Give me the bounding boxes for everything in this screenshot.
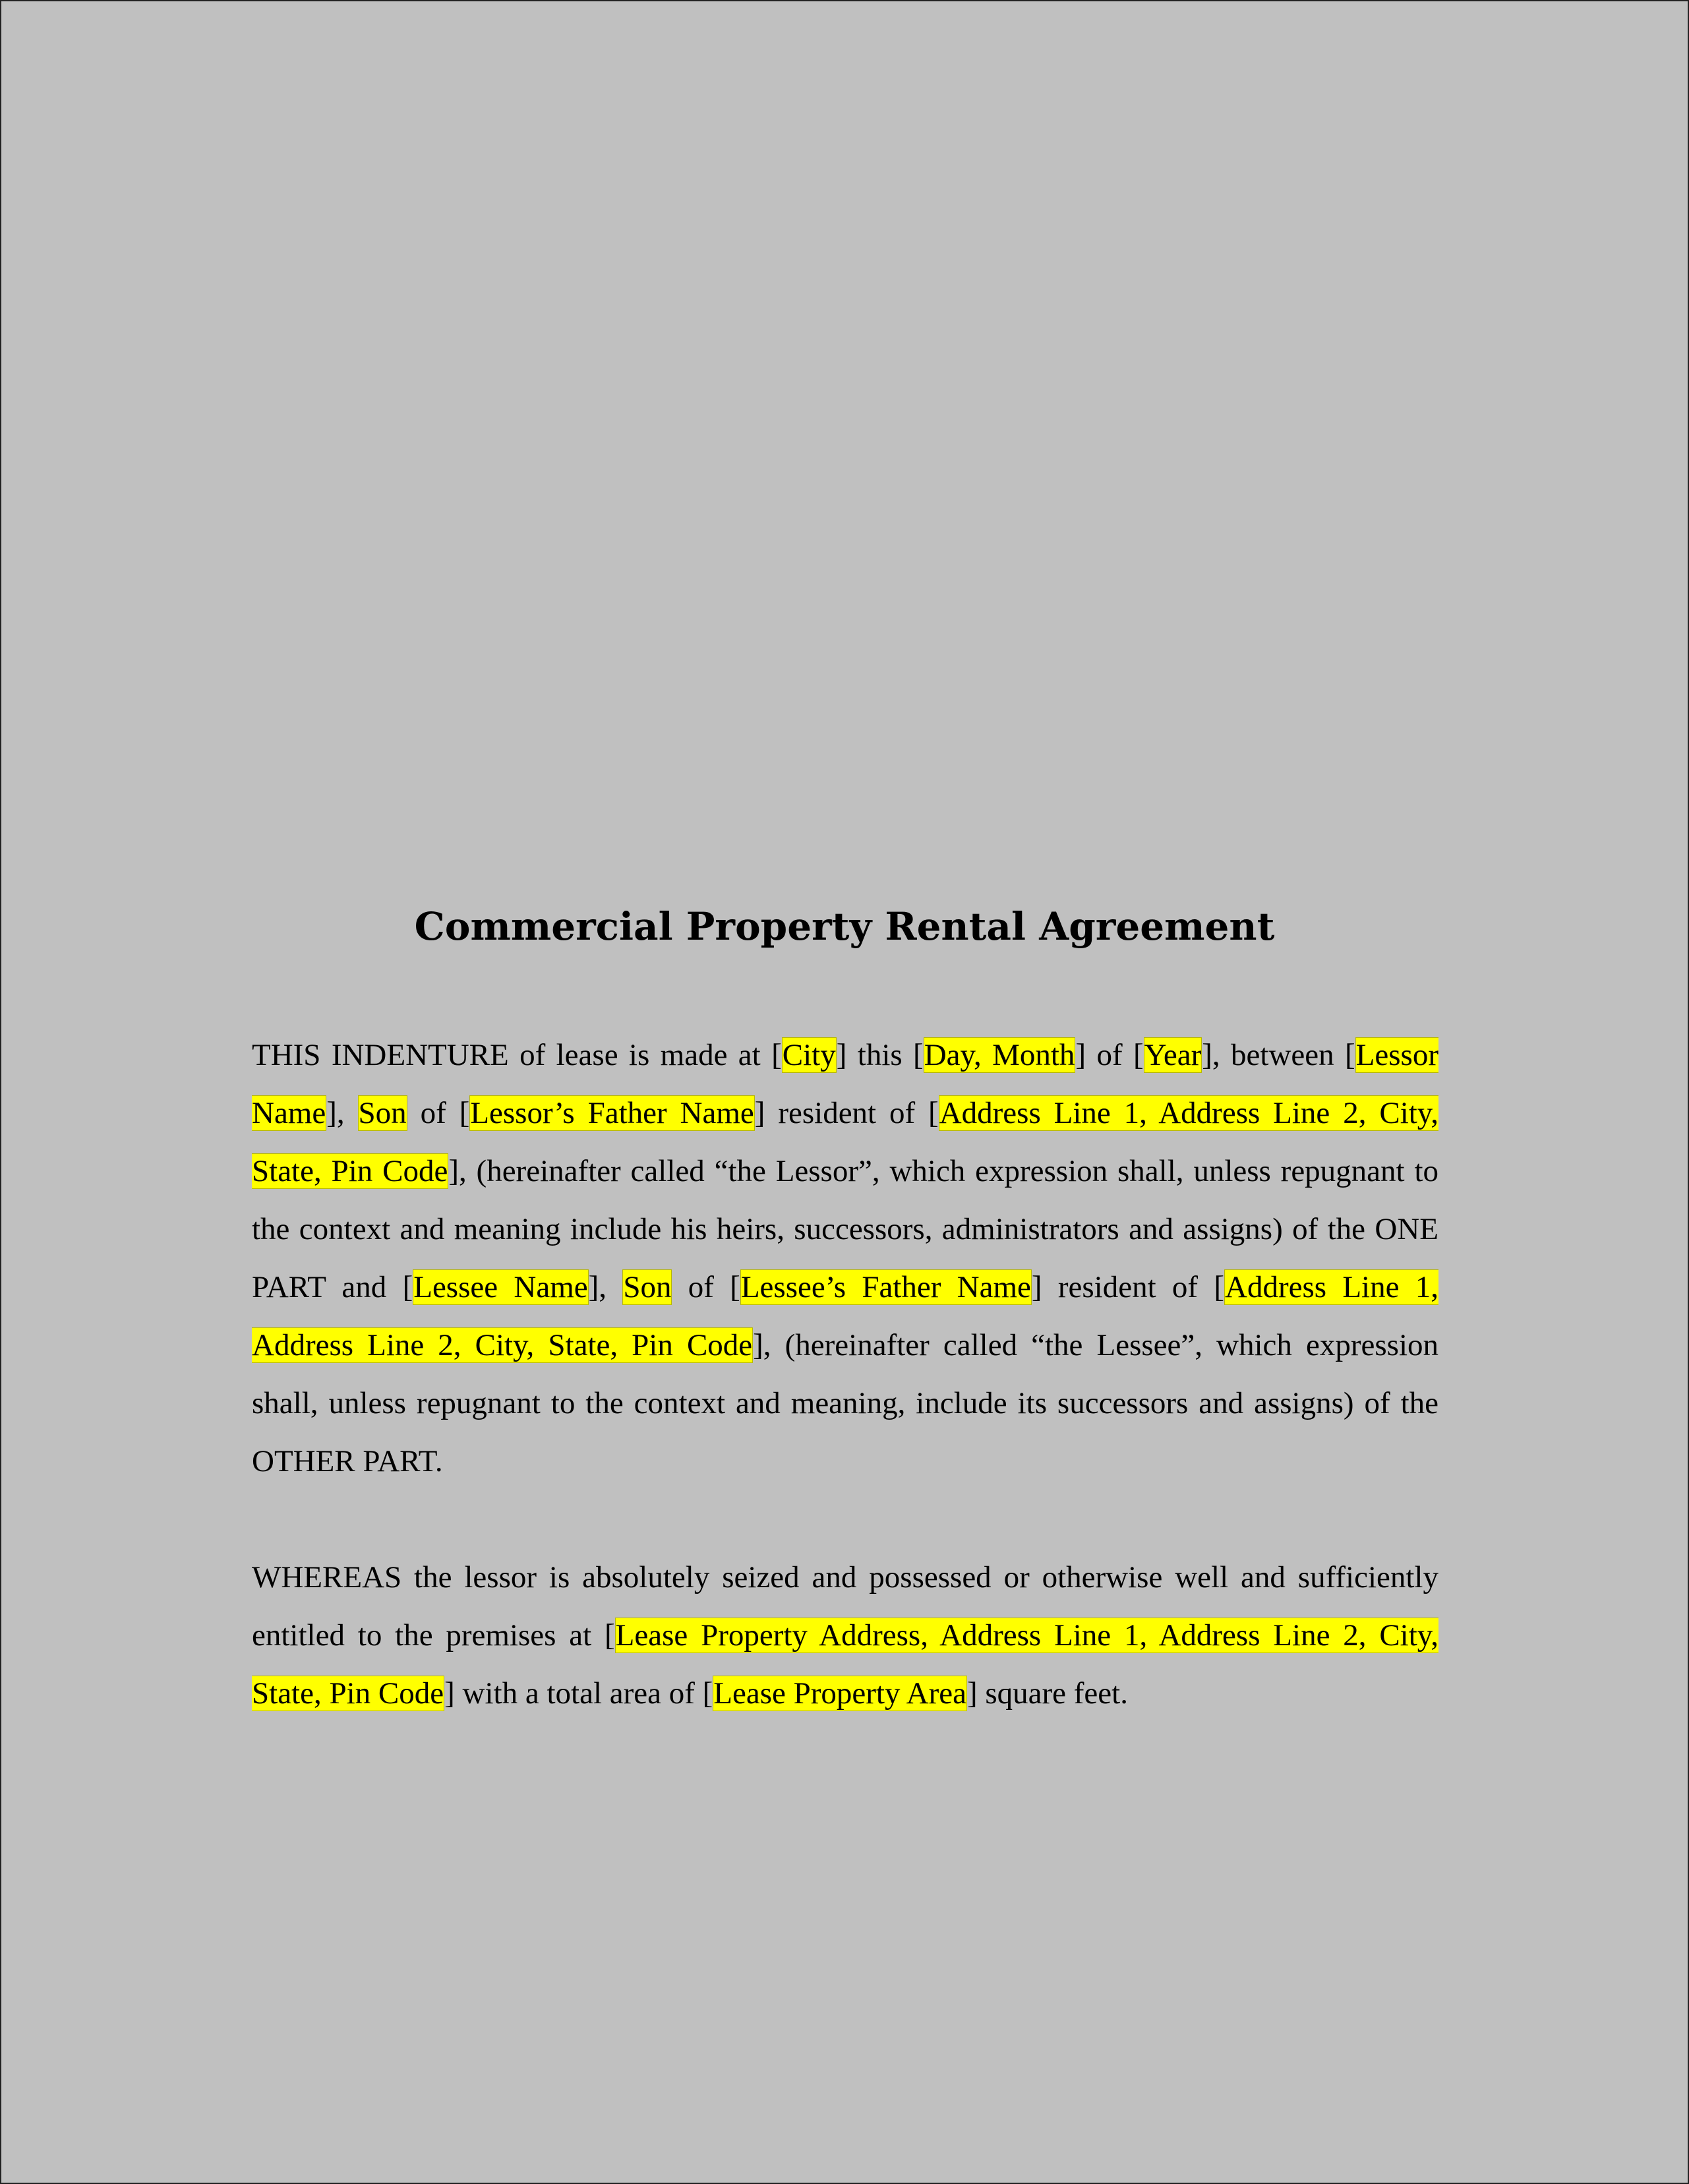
paragraph-text: WHEREAS the lessor is absolutely seized and possessed or otherwise well and sufficiently entitled to the premises at [ — [252, 1560, 1438, 1653]
placeholder-field: Lessee’s Father Name — [740, 1270, 1031, 1304]
paragraph-text: ] this [ — [836, 1038, 924, 1072]
placeholder-field: Lease Property Area — [713, 1676, 966, 1711]
paragraph-text: ] of [ — [1075, 1038, 1144, 1072]
placeholder-field: Son — [623, 1270, 672, 1304]
paragraph-text: ] with a total area of [ — [444, 1676, 713, 1711]
paragraph-text: ], between [ — [1202, 1038, 1355, 1072]
indenture-paragraph — [252, 1026, 1438, 1490]
placeholder-field: Lessor’s Father Name — [470, 1096, 754, 1130]
paragraph-text: ], (hereinafter called “the Lessee”, which expression shall, unless repugnant to the context and meaning, include its successors and assigns) of the OTHER PART. — [252, 1328, 1438, 1478]
paragraph-text: ] resident of [ — [1031, 1270, 1225, 1304]
paragraph-text: ] square feet. — [966, 1676, 1128, 1711]
paragraph-text: of [ — [672, 1270, 740, 1304]
placeholder-field: Lease Property Address, Address Line 1, Address Line 2, City, State, Pin Code — [252, 1618, 1438, 1711]
placeholder-field: Son — [358, 1096, 407, 1130]
placeholder-field: Year — [1144, 1038, 1202, 1072]
placeholder-field: Lessee Name — [413, 1270, 588, 1304]
paragraph-text: ], (hereinafter called “the Lessor”, which expression shall, unless repugnant to the context and meaning include his heirs, successors, administrators and assigns) of the ONE PART and [ — [252, 1154, 1438, 1304]
placeholder-field: City — [782, 1038, 836, 1072]
placeholder-field: Address Line 1, Address Line 2, City, State, Pin Code — [252, 1270, 1438, 1362]
paragraph-text: ], — [588, 1270, 623, 1304]
paragraph-text: THIS INDENTURE of lease is made at [ — [252, 1038, 782, 1072]
placeholder-field: Lessor Name — [252, 1038, 1438, 1130]
placeholder-field: Day, Month — [924, 1038, 1075, 1072]
paragraph-text: ] resident of [ — [754, 1096, 939, 1130]
paragraph-text: of [ — [407, 1096, 470, 1130]
placeholder-field: Address Line 1, Address Line 2, City, State, Pin Code — [252, 1096, 1439, 1188]
paragraph-text: ], — [326, 1096, 358, 1130]
whereas-paragraph — [252, 1548, 1438, 1722]
document-title: Commercial Property Rental Agreement — [414, 904, 1275, 949]
